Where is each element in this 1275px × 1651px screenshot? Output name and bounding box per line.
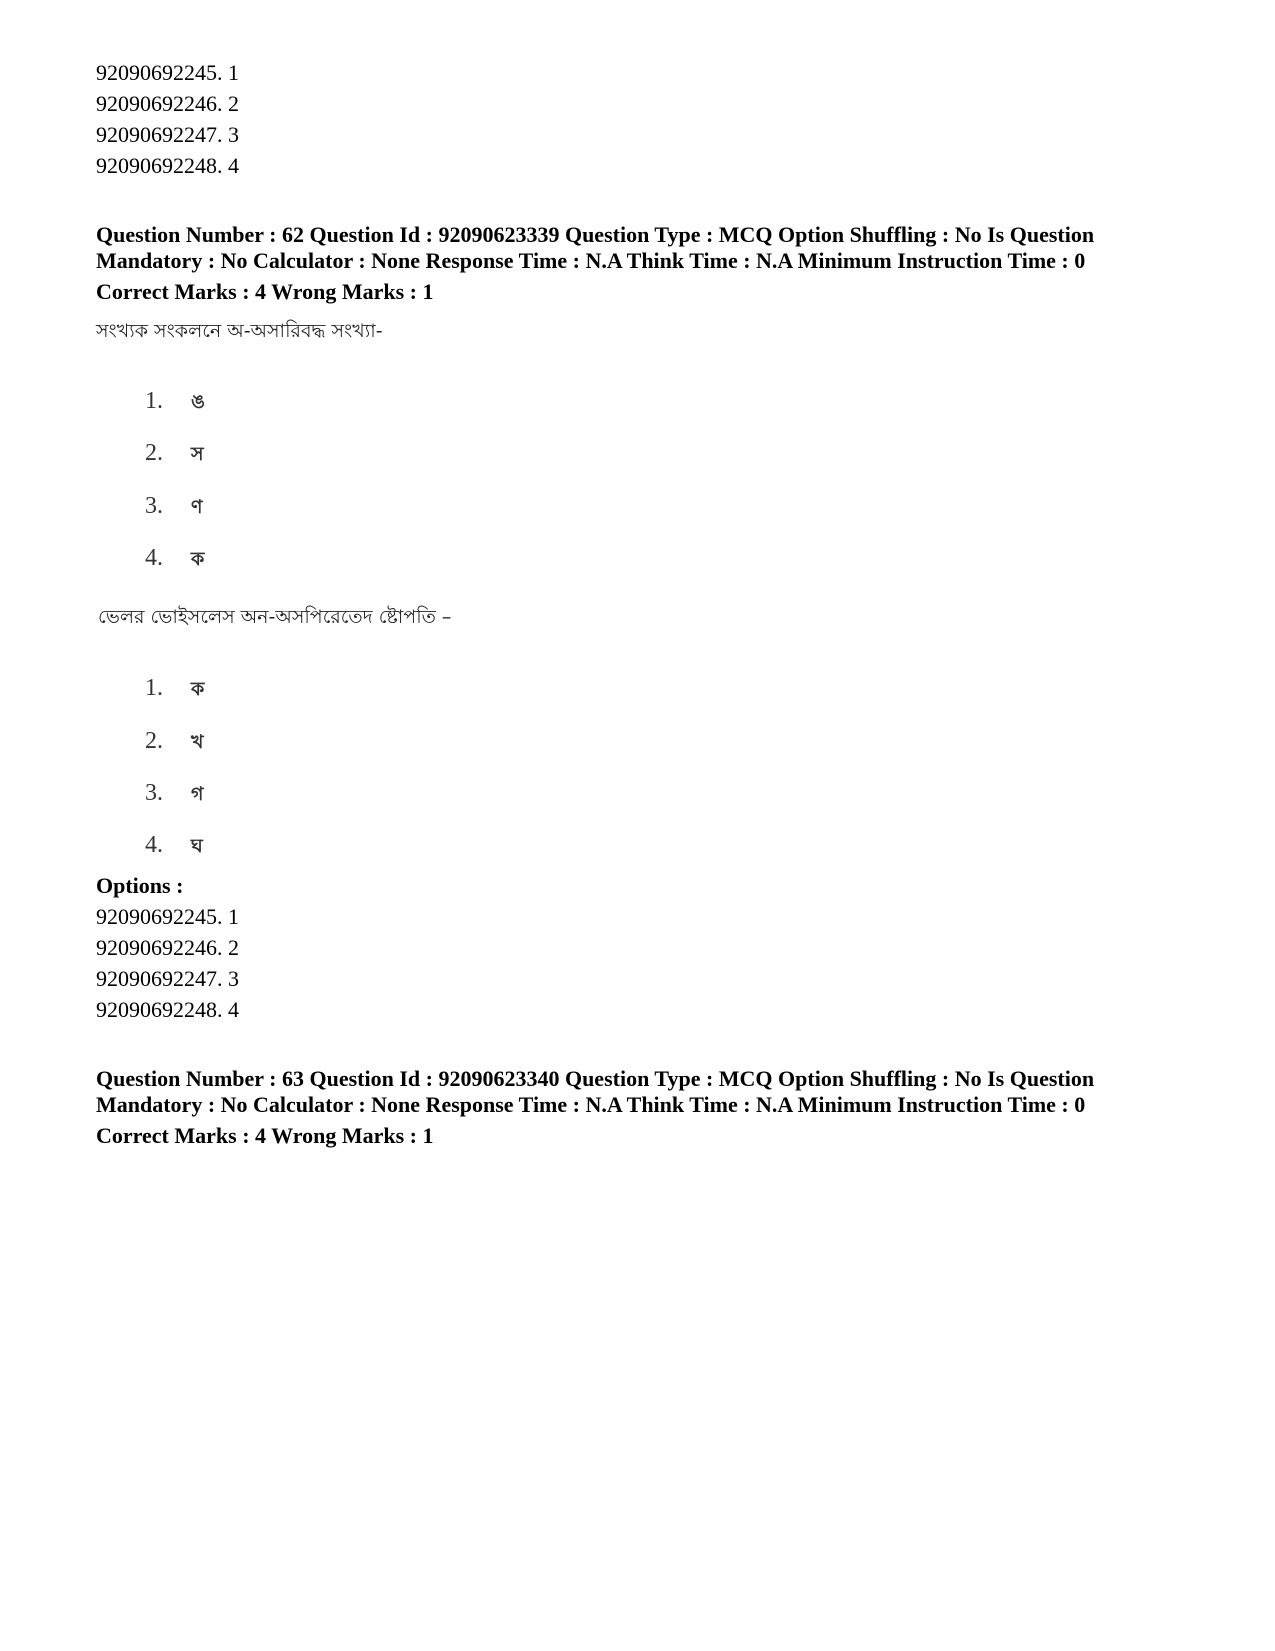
choice-number: 2. xyxy=(145,440,163,466)
question-63-header xyxy=(96,1066,1196,1149)
option-2: 92090692246. 2 xyxy=(96,935,239,960)
question-62-text-a: সংখ্যক সংকলনে অ-অসারিবদ্ধ সংখ্যা- xyxy=(96,320,383,342)
choice-glyph: ক xyxy=(191,548,205,570)
choice-glyph: স xyxy=(191,443,204,465)
choice-glyph: ঘ xyxy=(191,835,203,857)
choice-glyph: ণ xyxy=(191,496,203,518)
top-option-2: 92090692246. 2 xyxy=(96,91,239,116)
option-1: 92090692245. 1 xyxy=(96,904,239,929)
top-option-4: 92090692248. 4 xyxy=(96,153,239,178)
choice-glyph: গ xyxy=(191,783,204,805)
choice-glyph: ঙ xyxy=(191,391,205,413)
choice-number: 2. xyxy=(145,728,163,754)
choice-a-2 xyxy=(145,438,204,469)
question-62-meta-line1: Question Number : 62 Question Id : 92090623339 Question Type : MCQ Option Shuffling : No Is Question xyxy=(96,222,1095,247)
choice-number: 1. xyxy=(145,388,163,414)
choice-glyph: খ xyxy=(191,731,204,753)
top-option-3: 92090692247. 3 xyxy=(96,122,239,147)
choice-b-1 xyxy=(145,673,204,704)
option-3: 92090692247. 3 xyxy=(96,966,239,991)
choice-glyph: ক xyxy=(191,678,205,700)
choice-b-4 xyxy=(145,830,203,861)
question-62-marks: Correct Marks : 4 Wrong Marks : 1 xyxy=(96,279,434,304)
choice-b-3 xyxy=(145,778,203,809)
question-63-marks: Correct Marks : 4 Wrong Marks : 1 xyxy=(96,1123,434,1148)
options-label: Options : xyxy=(96,873,184,898)
choice-b-2 xyxy=(145,726,203,757)
question-63-meta-line2: Mandatory : No Calculator : None Response Time : N.A Think Time : N.A Minimum Instruction Time : 0 xyxy=(96,1092,1086,1117)
option-4: 92090692248. 4 xyxy=(96,997,239,1022)
choice-a-4 xyxy=(145,543,204,574)
question-62-text-b: ভেলর ভোইসলেস অন-অসপিরেতেদ ষ্টোপতি – xyxy=(98,606,452,628)
top-option-1: 92090692245. 1 xyxy=(96,60,239,85)
choice-number: 4. xyxy=(145,832,163,858)
question-63-meta-line1: Question Number : 63 Question Id : 92090623340 Question Type : MCQ Option Shuffling : No Is Question xyxy=(96,1066,1095,1091)
choice-number: 3. xyxy=(145,780,163,806)
question-62-meta-line2: Mandatory : No Calculator : None Response Time : N.A Think Time : N.A Minimum Instruction Time : 0 xyxy=(96,248,1086,273)
question-62-header xyxy=(96,222,1196,305)
choice-number: 3. xyxy=(145,493,163,519)
choice-a-3 xyxy=(145,491,203,522)
choice-number: 1. xyxy=(145,675,163,701)
choice-a-1 xyxy=(145,386,205,417)
choice-number: 4. xyxy=(145,545,163,571)
